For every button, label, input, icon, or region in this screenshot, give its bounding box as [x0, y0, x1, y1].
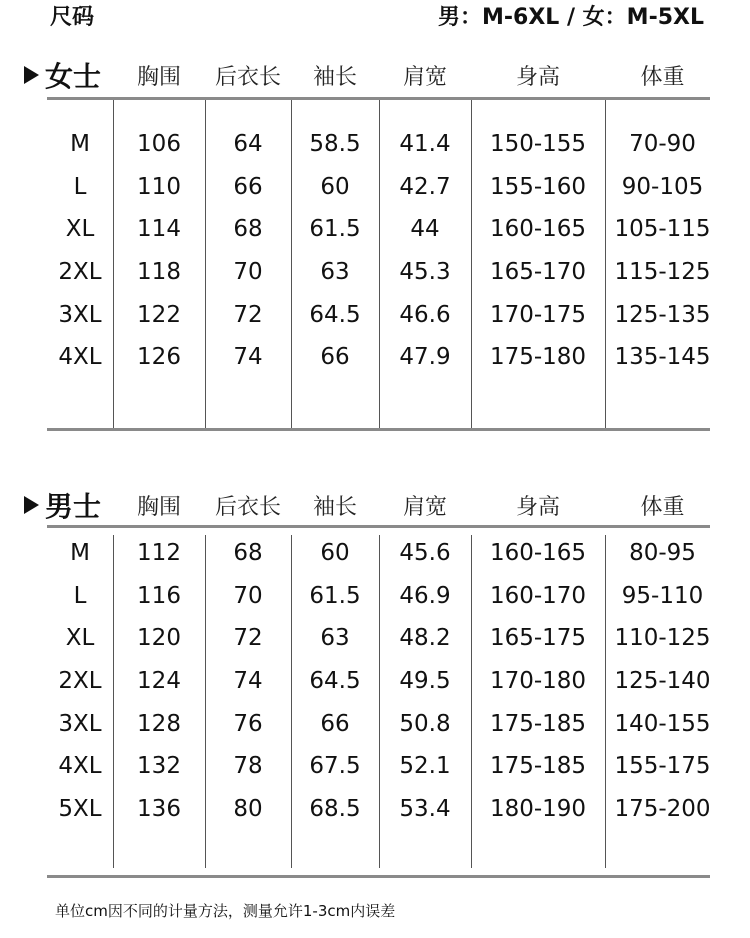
men-section-label: [24, 485, 101, 525]
back-length-cell: 68: [233, 539, 263, 566]
weight-cell: 140-155: [614, 710, 711, 737]
sleeve-cell: 58.5: [309, 130, 361, 157]
height-cell: 165-170: [489, 258, 587, 285]
height-cell: 160-165: [489, 539, 587, 566]
sleeve-cell: 60: [320, 173, 350, 200]
header-back-length: 后衣长: [214, 494, 281, 520]
height-cell: 165-175: [489, 624, 587, 651]
size-cell: XL: [65, 215, 95, 242]
table-row: [0, 787, 750, 830]
shoulder-cell: 52.1: [399, 752, 451, 779]
size-cell: M: [70, 130, 90, 157]
weight-cell: 95-110: [621, 582, 704, 609]
chest-cell: 118: [137, 258, 181, 285]
measurement-footnote: 单位cm因不同的计量方法，测量允许1-3cm内误差: [55, 902, 396, 920]
table-bottom-rule: [47, 875, 710, 878]
height-cell: 170-180: [489, 667, 587, 694]
weight-cell: 110-125: [614, 624, 711, 651]
women-section-label: [24, 55, 101, 95]
shoulder-cell: 41.4: [399, 130, 451, 157]
sleeve-cell: 61.5: [309, 582, 361, 609]
height-cell: 175-185: [489, 752, 587, 779]
sleeve-cell: 64.5: [309, 301, 361, 328]
back-length-cell: 78: [233, 752, 263, 779]
weight-cell: 175-200: [614, 795, 711, 822]
play-triangle-icon: [24, 66, 39, 84]
sleeve-cell: 64.5: [309, 667, 361, 694]
table-top-rule: [47, 525, 710, 528]
header-height: 身高: [515, 64, 560, 90]
shoulder-cell: 49.5: [399, 667, 451, 694]
size-cell: 5XL: [58, 795, 102, 822]
back-length-cell: 74: [233, 343, 263, 370]
height-cell: 170-175: [489, 301, 587, 328]
size-cell: XL: [65, 624, 95, 651]
table-row: [0, 531, 750, 574]
size-cell: 3XL: [58, 301, 102, 328]
chest-cell: 112: [137, 539, 181, 566]
height-cell: 180-190: [489, 795, 587, 822]
chest-cell: 116: [137, 582, 181, 609]
weight-cell: 155-175: [614, 752, 711, 779]
header-weight: 体重: [640, 64, 685, 90]
header-height: 身高: [515, 494, 560, 520]
header-shoulder: 肩宽: [402, 64, 447, 90]
chest-cell: 110: [137, 173, 181, 200]
chest-cell: 124: [137, 667, 181, 694]
height-cell: 175-185: [489, 710, 587, 737]
shoulder-cell: 46.9: [399, 582, 451, 609]
header-chest: 胸围: [136, 64, 181, 90]
size-cell: 2XL: [58, 667, 102, 694]
chest-cell: 114: [137, 215, 181, 242]
table-row: [0, 335, 750, 378]
women-label: 女士: [45, 60, 102, 93]
header-shoulder: 肩宽: [402, 494, 447, 520]
header-back-length: 后衣长: [214, 64, 281, 90]
back-length-cell: 72: [233, 301, 263, 328]
height-cell: 150-155: [489, 130, 587, 157]
chest-cell: 106: [137, 130, 181, 157]
weight-cell: 125-135: [614, 301, 711, 328]
table-row: [0, 702, 750, 745]
shoulder-cell: 45.6: [399, 539, 451, 566]
shoulder-cell: 50.8: [399, 710, 451, 737]
shoulder-cell: 42.7: [399, 173, 451, 200]
height-cell: 160-170: [489, 582, 587, 609]
chest-cell: 122: [137, 301, 181, 328]
sleeve-cell: 66: [320, 343, 350, 370]
table-row: [0, 122, 750, 165]
height-cell: 155-160: [489, 173, 587, 200]
chest-cell: 132: [137, 752, 181, 779]
sleeve-cell: 67.5: [309, 752, 361, 779]
size-cell: 3XL: [58, 710, 102, 737]
back-length-cell: 70: [233, 582, 263, 609]
chest-cell: 126: [137, 343, 181, 370]
header-sleeve: 袖长: [312, 64, 357, 90]
size-range-label: 男：M-6XL / 女：M-5XL: [438, 5, 704, 30]
header-sleeve: 袖长: [312, 494, 357, 520]
page-title: 尺码: [50, 5, 95, 30]
sleeve-cell: 66: [320, 710, 350, 737]
back-length-cell: 68: [233, 215, 263, 242]
sleeve-cell: 61.5: [309, 215, 361, 242]
size-cell: L: [73, 582, 87, 609]
weight-cell: 105-115: [614, 215, 711, 242]
men-size-table: [0, 485, 750, 885]
table-bottom-rule: [47, 428, 710, 431]
women-size-table: [0, 55, 750, 435]
height-cell: 175-180: [489, 343, 587, 370]
sleeve-cell: 68.5: [309, 795, 361, 822]
weight-cell: 135-145: [614, 343, 711, 370]
sleeve-cell: 63: [320, 258, 350, 285]
shoulder-cell: 46.6: [399, 301, 451, 328]
size-cell: 4XL: [58, 343, 102, 370]
chest-cell: 136: [137, 795, 181, 822]
weight-cell: 90-105: [621, 173, 704, 200]
back-length-cell: 72: [233, 624, 263, 651]
size-cell: 4XL: [58, 752, 102, 779]
chest-cell: 128: [137, 710, 181, 737]
weight-cell: 70-90: [629, 130, 696, 157]
table-row: [0, 165, 750, 208]
chest-cell: 120: [137, 624, 181, 651]
back-length-cell: 74: [233, 667, 263, 694]
shoulder-cell: 47.9: [399, 343, 451, 370]
size-cell: 2XL: [58, 258, 102, 285]
height-cell: 160-165: [489, 215, 587, 242]
header-weight: 体重: [640, 494, 685, 520]
table-row: [0, 574, 750, 617]
back-length-cell: 70: [233, 258, 263, 285]
sleeve-cell: 60: [320, 539, 350, 566]
back-length-cell: 66: [233, 173, 263, 200]
back-length-cell: 80: [233, 795, 263, 822]
table-row: [0, 250, 750, 293]
shoulder-cell: 45.3: [399, 258, 451, 285]
weight-cell: 115-125: [614, 258, 711, 285]
size-cell: L: [73, 173, 87, 200]
weight-cell: 80-95: [629, 539, 696, 566]
back-length-cell: 64: [233, 130, 263, 157]
back-length-cell: 76: [233, 710, 263, 737]
table-row: [0, 207, 750, 250]
shoulder-cell: 48.2: [399, 624, 451, 651]
table-row: [0, 744, 750, 787]
shoulder-cell: 44: [410, 215, 440, 242]
table-row: [0, 616, 750, 659]
men-label: 男士: [45, 490, 102, 523]
sleeve-cell: 63: [320, 624, 350, 651]
size-cell: M: [70, 539, 90, 566]
table-row: [0, 659, 750, 702]
header-chest: 胸围: [136, 494, 181, 520]
table-row: [0, 293, 750, 336]
weight-cell: 125-140: [614, 667, 711, 694]
play-triangle-icon: [24, 496, 39, 514]
shoulder-cell: 53.4: [399, 795, 451, 822]
